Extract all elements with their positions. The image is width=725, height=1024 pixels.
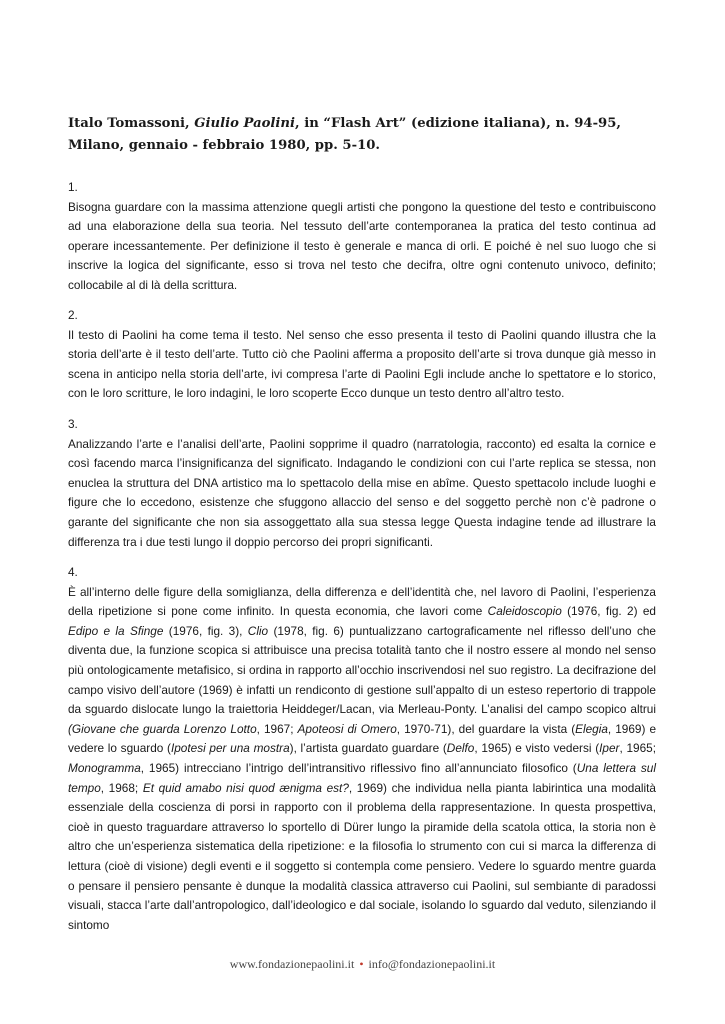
text-run: , 1969) che individua nella pianta labirintica una modalità essenziale della coscienza di porsi in rapporto con il problema della rappresentazione. In questa prospettiva, cioè in questo traguardare attraverso lo sportello di Dürer lungo la piramide della scatola ottica, la storia non è altro che un’esperienza sistematica della ripetizione: e la filosofia lo strumento con cui si marca la differenza di lettura (cioè di visione) degli eventi e il soggetto si contempla come pensiero. Vedere lo sguardo mentre guarda o pensare il pensiero pensante è dunque la modalità classica attraverso cui Paolini, sul sembiante di paradossi visuali, stacca l’arte dall’antropologico, dall’ideologico e dal sociale, isolando lo sguardo dal veduto, silenziando il sintomo [68,780,656,932]
artwork-title: Caleidoscopio [487,604,562,619]
artwork-title: Clio [247,623,269,638]
artwork-title: Una lettera sul tempo [68,760,656,795]
text-run: (1978, fig. 6) puntualizzano cartograficamente nel riflesso dell’uno che diventa due, la funzione scopica si attribuisce una precisa totalità tanto che il nostro essere al mondo nel senso più ontologicamente metafisico, si ordina in rapporto all’occhio inscrivendosi nel suo registro. La decifrazione del campo visivo dell’autore (1969) è infatti un rendiconto di gestione sull’appalto di un esteso repertorio di trappole da sguardo dislocate lungo la traiettoria Heiddeger/Lacan, via Merleau-Ponty. L’analisi del campo scopico altrui [68,623,656,717]
artwork-title: (Giovane che guarda Lorenzo Lotto [68,721,257,736]
citation-author: Italo Tomassoni, [68,116,195,131]
section-4 [68,563,656,935]
website-link[interactable]: www.fondazionepaolini.it [229,957,355,971]
text-run: , 1969) e vedere lo sguardo ( [68,721,657,756]
text-run: , 1965) e visto vedersi ( [474,741,600,756]
text-run: È all’interno delle figure della somiglianza, della differenza e dell’identità che, nel lavoro di Paolini, l’esperienza della ripetizione si pone come infinito. In questa economia, che lavori come [68,584,656,619]
text-run: , 1965) intrecciano l’intrigo dell’intransitivo riflessivo fino all’annunciato filosofico ( [140,760,577,775]
citation-work-title: Giulio Paolini [194,116,296,131]
text-run: (1976, fig. 3), [163,623,248,638]
section-number: 2. [68,308,78,322]
section-number: 1. [68,180,78,194]
section-paragraph [68,583,656,936]
artwork-title: Apoteosi di Omero [297,721,397,736]
section-paragraph: Bisogna guardare con la massima attenzione quegli artisti che pongono la questione del testo e contribuiscono ad una elaborazione della sua teoria. Nel tessuto dell’arte contemporanea la pratica del testo continua ad operare incessantemente. Per definizione il testo è generale e manca di orli. E poiché è nel suo luogo che si inscrive la logica del significante, esso si trova nel testo che decifra, oltre ogni contenuto univoco, definito; collocabile al di là della scrittura. [68,199,656,292]
section-number: 3. [68,417,78,431]
section-3 [68,415,656,552]
text-run: , 1970-71), del guardare la vista ( [396,721,576,736]
section-1 [68,178,656,296]
citation-heading [68,113,656,157]
artwork-title: Monogramma [68,760,141,775]
section-2 [68,306,656,404]
section-number: 4. [68,565,78,579]
artwork-title: Ipotesi per una mostra [170,741,290,756]
citation-source: , in “Flash Art” (edizione italiana), n. 94-95, Milano, gennaio - febbraio 1980, pp. 5-10. [68,116,621,153]
email-link[interactable]: info@fondazionepaolini.it [368,957,496,971]
text-run: , 1967; [256,721,298,736]
section-paragraph: Il testo di Paolini ha come tema il testo. Nel senso che esso presenta il testo di Paolini quando illustra che la storia dell’arte è il testo dell’arte. Tutto ciò che Paolini afferma a proposito dell’arte si trova dunque già messo in scena in anticipo nella storia dell’arte, ivi compresa l’arte di Paolini Egli include anche lo spettatore e lo storico, con le loro scritture, le loro indagini, le loro scoperte Ecco dunque un testo dentro all’altro testo. [68,327,656,401]
artwork-title: Et quid amabo nisi quod ænigma est? [142,780,349,795]
text-run: , 1965; [619,741,656,756]
text-run: ), l’artista guardato guardare ( [289,741,447,756]
section-paragraph: Analizzando l’arte e l’analisi dell’arte, Paolini sopprime il quadro (narratologia, racconto) ed esalta la cornice e così facendo marca l’insignificanza del significato. Indagando le condizioni con cui l’arte replica se stessa, non enuclea la struttura del DNA artistico ma lo spettacolo della mise en abîme. Questo spettacolo include luoghi e figure che lo eccedono, esistenze che sfuggono allaccio del senso e del soggetto perchè non c’è padrone o garante del significante che non sia assoggettato alla sua stessa legge Questa indagine tende ad illustrare la differenza tra i due testi lungo il doppio percorso dei propri significanti. [68,436,656,549]
artwork-title: Delfo [446,741,475,756]
text-run: , 1968; [100,780,143,795]
page-footer [0,957,725,972]
artwork-title: Elegia [575,721,608,736]
separator-dot: • [359,957,364,971]
artwork-title: Iper [599,741,620,756]
text-run: (1976, fig. 2) ed [561,604,656,619]
artwork-title: Edipo e la Sfinge [68,623,164,638]
